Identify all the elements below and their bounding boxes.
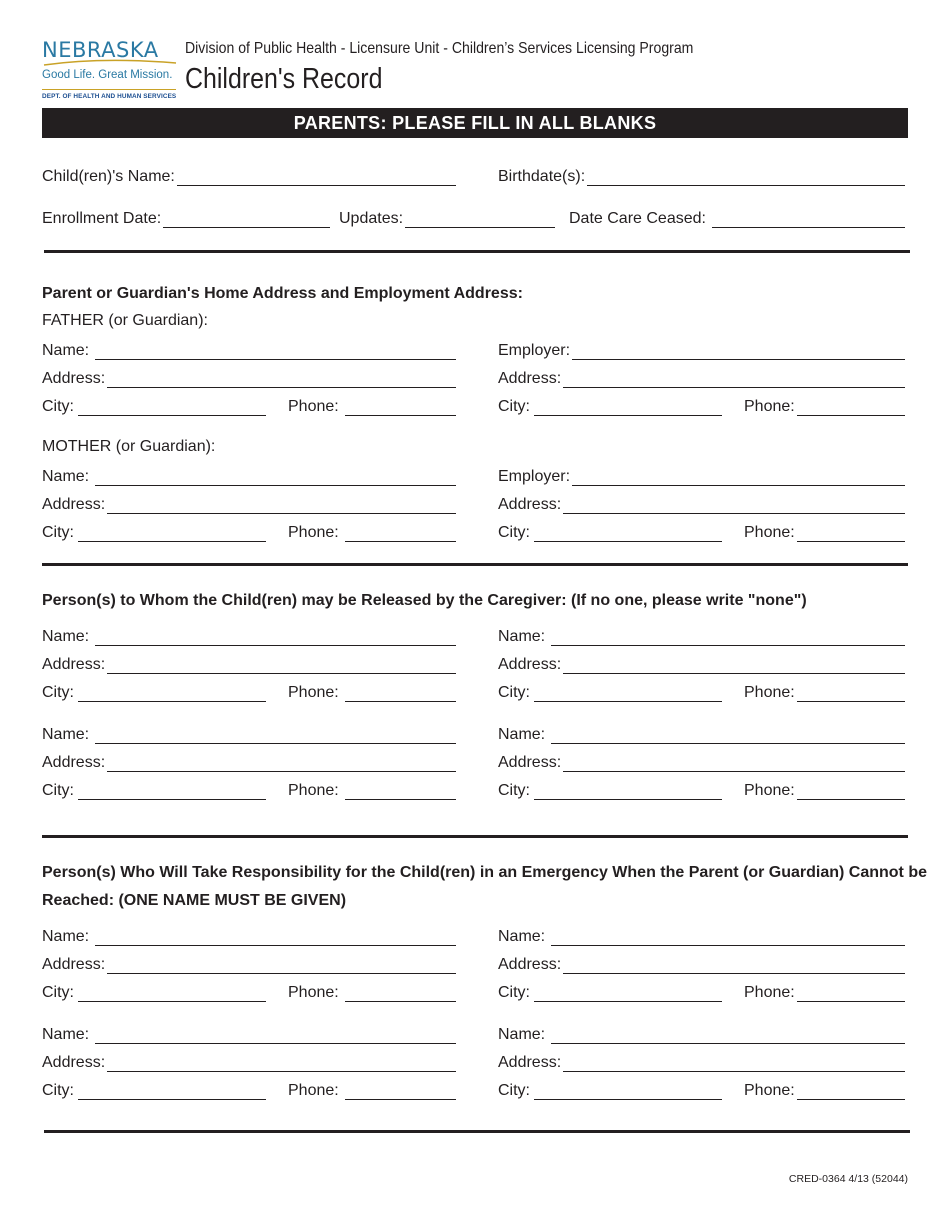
city-label: City: [498, 984, 530, 1001]
mother-employer-address-field[interactable] [498, 494, 905, 514]
release-name-line[interactable] [551, 729, 905, 744]
father-employer-city-line[interactable] [534, 401, 722, 416]
mother-address-line[interactable] [107, 499, 456, 514]
address-label: Address: [498, 656, 562, 673]
mother-employer-phone-field[interactable] [744, 522, 905, 542]
father-employer-city-field[interactable] [498, 396, 722, 416]
logo-divider [42, 89, 176, 90]
emergency-city-field[interactable] [42, 1080, 266, 1100]
section-divider [44, 1130, 910, 1133]
name-label: Name: [498, 1026, 546, 1043]
mother-employer-phone-line[interactable] [797, 527, 905, 542]
release-phone-field[interactable] [744, 682, 905, 702]
mother-block [0, 466, 950, 544]
release-name-field[interactable] [498, 724, 905, 744]
father-address-field[interactable] [42, 368, 456, 388]
emergency-address-line[interactable] [107, 959, 456, 974]
release-phone-field[interactable] [744, 780, 905, 800]
phone-label: Phone: [288, 782, 339, 799]
emergency-name-line[interactable] [95, 931, 456, 946]
emergency-block-1 [0, 926, 950, 1004]
mother-city-field[interactable] [42, 522, 266, 542]
phone-label: Phone: [288, 1082, 339, 1099]
mother-phone-field[interactable] [288, 522, 456, 542]
phone-label: Phone: [288, 984, 339, 1001]
release-name-field[interactable] [42, 626, 456, 646]
phone-label: Phone: [744, 782, 795, 799]
phone-label: Phone: [744, 398, 795, 415]
birthdate-field[interactable] [498, 166, 905, 186]
birthdate-line[interactable] [587, 171, 905, 186]
mother-label: MOTHER (or Guardian): [42, 438, 216, 455]
release-name-field[interactable] [498, 626, 905, 646]
release-block-1 [0, 626, 950, 704]
phone-label: Phone: [744, 684, 795, 701]
father-employer-line[interactable] [572, 345, 905, 360]
father-employer-address-field[interactable] [498, 368, 905, 388]
father-block [0, 340, 950, 418]
emergency-phone-line[interactable] [345, 1085, 456, 1100]
release-city-field[interactable] [42, 780, 266, 800]
release-name-field[interactable] [42, 724, 456, 744]
enrollment-date-field[interactable] [42, 208, 330, 228]
enrollment-date-label: Enrollment Date: [42, 210, 162, 227]
phone-label: Phone: [744, 984, 795, 1001]
mother-employer-address-line[interactable] [563, 499, 905, 514]
emergency-city-field[interactable] [498, 982, 722, 1002]
mother-address-field[interactable] [42, 494, 456, 514]
release-address-field[interactable] [42, 654, 456, 674]
city-label: City: [42, 684, 74, 701]
emergency-section-heading-line2: Reached: (ONE NAME MUST BE GIVEN) [42, 892, 347, 909]
emergency-name-line[interactable] [551, 931, 905, 946]
address-label: Address: [42, 370, 106, 387]
name-label: Name: [42, 342, 90, 359]
name-label: Name: [42, 1026, 90, 1043]
emergency-name-line[interactable] [95, 1029, 456, 1044]
updates-field[interactable] [339, 208, 555, 228]
father-employer-field[interactable] [498, 340, 905, 360]
release-address-field[interactable] [498, 654, 905, 674]
phone-label: Phone: [744, 524, 795, 541]
address-label: Address: [498, 1054, 562, 1071]
mother-employer-city-field[interactable] [498, 522, 722, 542]
name-label: Name: [498, 928, 546, 945]
father-phone-line[interactable] [345, 401, 456, 416]
date-care-ceased-label: Date Care Ceased: [569, 210, 706, 227]
child-name-field[interactable] [42, 166, 456, 186]
emergency-block-2 [0, 1024, 950, 1102]
release-block-2 [0, 724, 950, 802]
mother-employer-city-line[interactable] [534, 527, 722, 542]
emergency-name-field[interactable] [498, 926, 905, 946]
father-employer-address-line[interactable] [563, 373, 905, 388]
emergency-address-field[interactable] [498, 1052, 905, 1072]
release-phone-field[interactable] [288, 682, 456, 702]
mother-employer-line[interactable] [572, 471, 905, 486]
father-address-line[interactable] [107, 373, 456, 388]
father-employer-phone-line[interactable] [797, 401, 905, 416]
emergency-address-field[interactable] [42, 1052, 456, 1072]
name-label: Name: [498, 628, 546, 645]
address-label: Address: [498, 956, 562, 973]
city-label: City: [498, 398, 530, 415]
name-label: Name: [42, 628, 90, 645]
emergency-name-field[interactable] [42, 926, 456, 946]
father-city-line[interactable] [78, 401, 266, 416]
release-phone-line[interactable] [345, 785, 456, 800]
parents-section-heading: Parent or Guardian's Home Address and Employment Address: [42, 285, 523, 302]
release-city-line[interactable] [534, 687, 722, 702]
employer-label: Employer: [498, 342, 571, 359]
section-divider [42, 563, 908, 566]
updates-line[interactable] [405, 213, 555, 228]
father-employer-phone-field[interactable] [744, 396, 905, 416]
employer-label: Employer: [498, 468, 571, 485]
nebraska-dhhs-logo [42, 38, 180, 100]
emergency-phone-field[interactable] [288, 982, 456, 1002]
city-label: City: [42, 984, 74, 1001]
release-city-field[interactable] [42, 682, 266, 702]
enrollment-date-line[interactable] [163, 213, 330, 228]
emergency-city-line[interactable] [78, 1085, 266, 1100]
release-address-line[interactable] [107, 659, 456, 674]
address-label: Address: [498, 754, 562, 771]
father-name-field[interactable] [42, 340, 456, 360]
release-city-line[interactable] [78, 687, 266, 702]
emergency-address-line[interactable] [107, 1057, 456, 1072]
instruction-banner: PARENTS: PLEASE FILL IN ALL BLANKS [42, 108, 908, 138]
phone-label: Phone: [744, 1082, 795, 1099]
updates-label: Updates: [339, 210, 404, 227]
release-phone-field[interactable] [288, 780, 456, 800]
city-label: City: [498, 524, 530, 541]
form-id: CRED-0364 4/13 (52044) [788, 1173, 908, 1185]
emergency-phone-field[interactable] [744, 982, 905, 1002]
emergency-city-field[interactable] [498, 1080, 722, 1100]
emergency-phone-line[interactable] [797, 987, 905, 1002]
logo-dept-name: DEPT. OF HEALTH AND HUMAN SERVICES [42, 93, 177, 100]
father-phone-field[interactable] [288, 396, 456, 416]
emergency-address-line[interactable] [563, 1057, 905, 1072]
release-section-heading: Person(s) to Whom the Child(ren) may be Released by the Caregiver: (If no one, please write "none") [42, 592, 807, 609]
emergency-phone-field[interactable] [288, 1080, 456, 1100]
address-label: Address: [498, 496, 562, 513]
emergency-name-line[interactable] [551, 1029, 905, 1044]
release-name-line[interactable] [95, 631, 456, 646]
mother-name-field[interactable] [42, 466, 456, 486]
name-label: Name: [498, 726, 546, 743]
release-name-line[interactable] [95, 729, 456, 744]
name-label: Name: [42, 468, 90, 485]
city-label: City: [42, 782, 74, 799]
phone-label: Phone: [288, 524, 339, 541]
logo-tagline: Good Life. Great Mission. [42, 69, 173, 81]
emergency-section-heading-line1: Person(s) Who Will Take Responsibility for the Child(ren) in an Emergency When the Parent (or Guardian) Cannot be [42, 864, 927, 881]
child-name-label: Child(ren)'s Name: [42, 168, 175, 185]
birthdate-label: Birthdate(s): [498, 168, 586, 185]
emergency-phone-field[interactable] [744, 1080, 905, 1100]
emergency-phone-line[interactable] [345, 987, 456, 1002]
city-label: City: [498, 1082, 530, 1099]
name-label: Name: [42, 928, 90, 945]
emergency-city-line[interactable] [534, 987, 722, 1002]
address-label: Address: [42, 656, 106, 673]
father-label: FATHER (or Guardian): [42, 312, 208, 329]
release-name-line[interactable] [551, 631, 905, 646]
name-label: Name: [42, 726, 90, 743]
city-label: City: [42, 398, 74, 415]
release-address-field[interactable] [42, 752, 456, 772]
emergency-name-field[interactable] [42, 1024, 456, 1044]
section-divider [44, 250, 910, 253]
release-phone-line[interactable] [345, 687, 456, 702]
address-label: Address: [42, 956, 106, 973]
release-city-field[interactable] [498, 780, 722, 800]
mother-phone-line[interactable] [345, 527, 456, 542]
logo-wordmark: NEBRASKA [42, 38, 159, 62]
emergency-city-field[interactable] [42, 982, 266, 1002]
release-address-field[interactable] [498, 752, 905, 772]
father-city-field[interactable] [42, 396, 266, 416]
emergency-address-line[interactable] [563, 959, 905, 974]
city-label: City: [498, 782, 530, 799]
phone-label: Phone: [288, 684, 339, 701]
emergency-phone-line[interactable] [797, 1085, 905, 1100]
mother-name-line[interactable] [95, 471, 456, 486]
father-name-line[interactable] [95, 345, 456, 360]
child-name-line[interactable] [177, 171, 456, 186]
phone-label: Phone: [288, 398, 339, 415]
section-divider [42, 835, 908, 838]
date-care-ceased-field[interactable] [569, 208, 905, 228]
mother-employer-field[interactable] [498, 466, 905, 486]
mother-city-line[interactable] [78, 527, 266, 542]
release-phone-line[interactable] [797, 785, 905, 800]
release-address-line[interactable] [107, 757, 456, 772]
emergency-name-field[interactable] [498, 1024, 905, 1044]
program-subtitle: Division of Public Health - Licensure Unit - Children’s Services Licensing Program [185, 40, 694, 57]
city-label: City: [42, 1082, 74, 1099]
city-label: City: [498, 684, 530, 701]
address-label: Address: [42, 754, 106, 771]
release-address-line[interactable] [563, 659, 905, 674]
release-address-line[interactable] [563, 757, 905, 772]
release-city-field[interactable] [498, 682, 722, 702]
emergency-address-field[interactable] [42, 954, 456, 974]
emergency-address-field[interactable] [498, 954, 905, 974]
form-title: Children's Record [185, 63, 383, 95]
emergency-city-line[interactable] [78, 987, 266, 1002]
date-care-ceased-line[interactable] [712, 213, 905, 228]
address-label: Address: [498, 370, 562, 387]
address-label: Address: [42, 1054, 106, 1071]
release-phone-line[interactable] [797, 687, 905, 702]
address-label: Address: [42, 496, 106, 513]
city-label: City: [42, 524, 74, 541]
release-city-line[interactable] [534, 785, 722, 800]
release-city-line[interactable] [78, 785, 266, 800]
emergency-city-line[interactable] [534, 1085, 722, 1100]
